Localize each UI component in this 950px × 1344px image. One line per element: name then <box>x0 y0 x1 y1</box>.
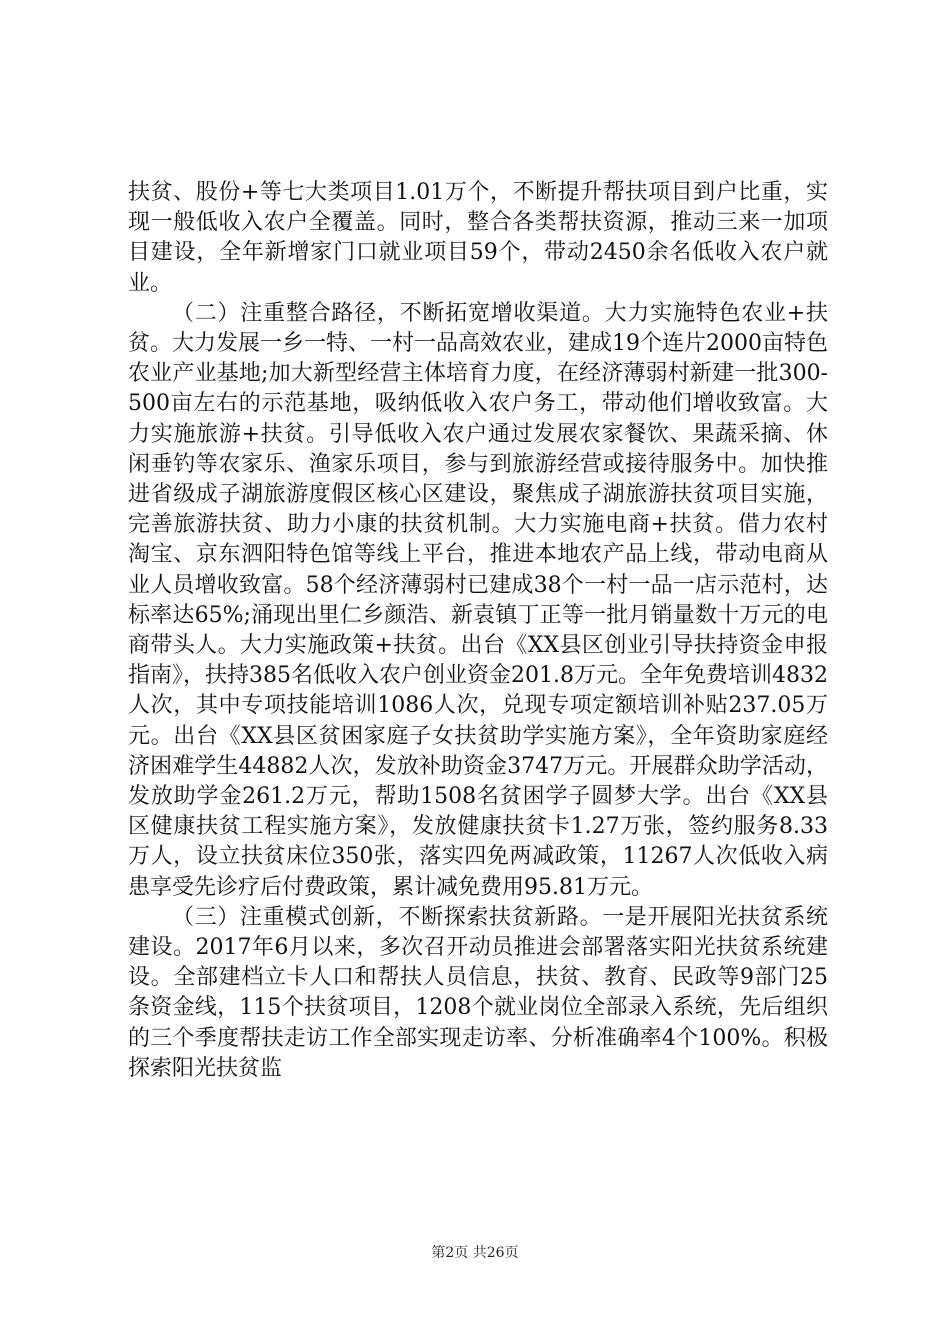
paragraph-2: （二）注重整合路径，不断拓宽增收渠道。大力实施特色农业+扶贫。大力发展一乡一特、一村一品高效农业，建成19个连片2000亩特色农业产业基地;加大新型经营主体培育力度，在经济薄弱村新建一批300-500亩左右的示范基地，吸纳低收入农户务工，带动他们增收致富。大力实施旅游+扶贫。引导低收入农户通过发展农家餐饮、果蔬采摘、休闲垂钓等农家乐、渔家乐项目，参与到旅游经营或接待服务中。加快推进省级成子湖旅游度假区核心区建设，聚焦成子湖旅游扶贫项目实施，完善旅游扶贫、助力小康的扶贫机制。大力实施电商+扶贫。借力农村淘宝、京东泗阳特色馆等线上平台，推进本地农产品上线，带动电商从业人员增收致富。58个经济薄弱村已建成38个一村一品一店示范村，达标率达65%;涌现出里仁乡颜浩、新袁镇丁正等一批月销量数十万元的电商带头人。大力实施政策+扶贫。出台《XX县区创业引导扶持资金申报指南》，扶持385名低收入农户创业资金201.8万元。全年免费培训4832人次，其中专项技能培训1086人次，兑现专项定额培训补贴237.05万元。出台《XX县区贫困家庭子女扶贫助学实施方案》，全年资助家庭经济困难学生44882人次，发放补助资金3747万元。开展群众助学活动，发放助学金261.2万元，帮助1508名贫困学子圆梦大学。出台《XX县区健康扶贫工程实施方案》，发放健康扶贫卡1.27万张，签约服务8.33万人，设立扶贫床位350张，落实四免两减政策，11267人次低收入病患享受先诊疗后付费政策，累计减免费用95.81万元。 <box>128 300 828 900</box>
document-body <box>128 178 828 1084</box>
page-footer: 第2页 共26页 <box>431 1245 519 1261</box>
paragraph-3: （三）注重模式创新，不断探索扶贫新路。一是开展阳光扶贫系统建设。2017年6月以来，多次召开动员推进会部署落实阳光扶贫系统建设。全部建档立卡人口和帮扶人员信息，扶贫、教育、民政等9部门25条资金线，115个扶贫项目，1208个就业岗位全部录入系统，先后组织的三个季度帮扶走访工作全部实现走访率、分析准确率4个100%。积极探索阳光扶贫监 <box>128 904 828 1081</box>
paragraph-1: 扶贫、股份+等七大类项目1.01万个，不断提升帮扶项目到户比重，实现一般低收入农户全覆盖。同时，整合各类帮扶资源，推动三来一加项目建设，全年新增家门口就业项目59个，带动2450余名低收入农户就业。 <box>128 180 828 296</box>
